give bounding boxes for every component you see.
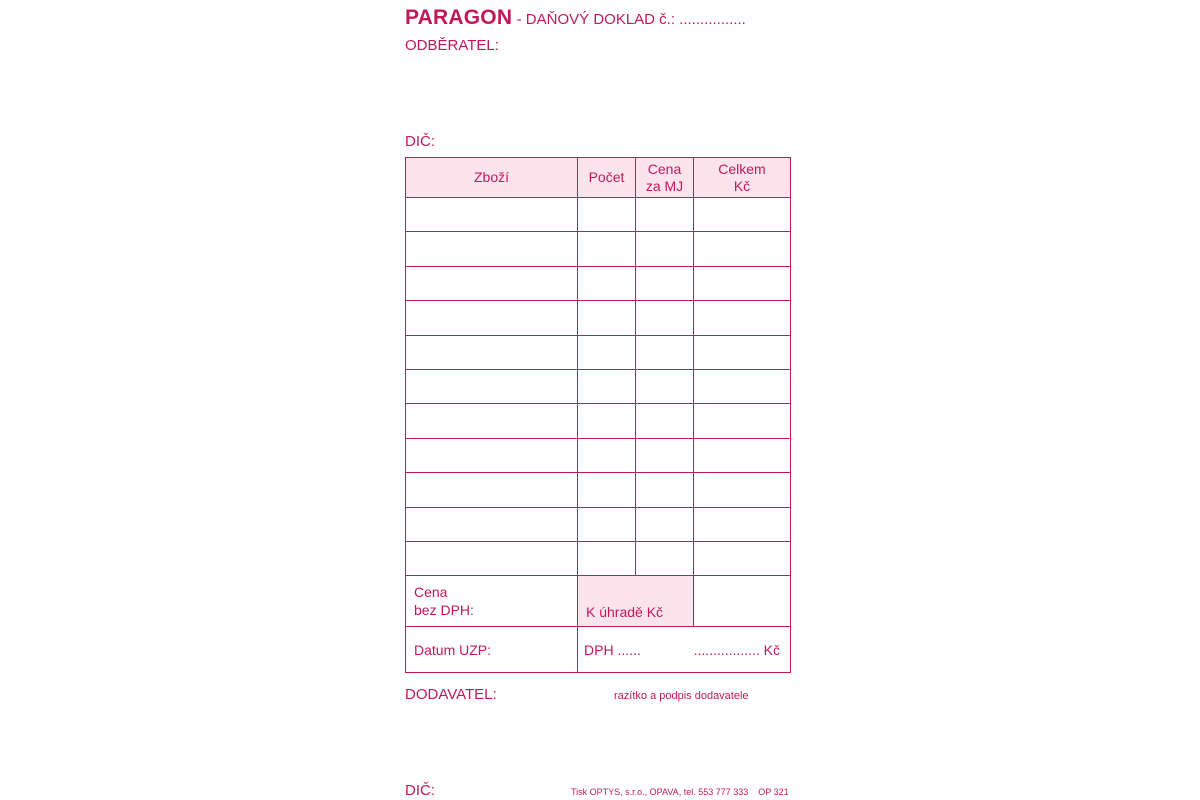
price-cell[interactable] [636,266,694,300]
date-row [406,627,791,673]
stamp-note: razítko a podpis dodavatele [614,690,749,702]
total-cell[interactable] [694,541,791,575]
buyer-dic-label: DIČ: [405,133,435,150]
count-cell[interactable] [578,369,636,403]
table-body [406,198,791,576]
total-cell[interactable] [694,198,791,232]
price-cell[interactable] [636,232,694,266]
items-table [405,157,791,673]
to-pay-cell: K úhradě Kč [578,576,694,627]
goods-cell[interactable] [406,266,578,300]
table-row [406,473,791,507]
title-subtitle: - DAŇOVÝ DOKLAD č.: ................ [516,11,746,28]
total-cell[interactable] [694,369,791,403]
vat-cell [578,627,791,673]
total-cell[interactable] [694,301,791,335]
goods-cell[interactable] [406,541,578,575]
vat-amount: ................. Kč [693,641,780,658]
price-no-vat-line1: Cena [414,584,448,601]
form-title [405,6,746,30]
price-cell[interactable] [636,198,694,232]
total-cell[interactable] [694,438,791,472]
printer-info: Tisk OPTYS, s.r.o., OPAVA, tel. 553 777 333 [571,787,749,797]
price-cell[interactable] [636,369,694,403]
col-price-line2: za MJ [645,177,684,194]
col-price-line1: Cena [647,160,682,177]
col-total-line2: Kč [733,177,751,194]
table-row [406,507,791,541]
col-total-line1: Celkem [718,160,766,177]
title-main: PARAGON [405,6,513,29]
goods-cell[interactable] [406,369,578,403]
supplier-label: DODAVATEL: [405,686,497,703]
count-cell[interactable] [578,473,636,507]
printer-note [571,787,789,797]
vat-label: DPH ...... [584,641,641,658]
to-pay-value-cell[interactable] [694,576,791,627]
table-row [406,438,791,472]
count-cell[interactable] [578,438,636,472]
col-count-header: Počet [578,158,636,198]
count-cell[interactable] [578,301,636,335]
price-cell[interactable] [636,473,694,507]
price-no-vat-line2: bez DPH: [414,602,474,619]
count-cell[interactable] [578,507,636,541]
goods-cell[interactable] [406,198,578,232]
count-cell[interactable] [578,198,636,232]
price-cell[interactable] [636,507,694,541]
price-no-vat-cell [406,576,578,627]
table-row [406,301,791,335]
supplier-dic-label: DIČ: [405,782,435,799]
goods-cell[interactable] [406,335,578,369]
total-cell[interactable] [694,473,791,507]
count-cell[interactable] [578,541,636,575]
price-cell[interactable] [636,301,694,335]
count-cell[interactable] [578,232,636,266]
price-cell[interactable] [636,541,694,575]
goods-cell[interactable] [406,301,578,335]
count-cell[interactable] [578,266,636,300]
table-row [406,404,791,438]
table-row [406,335,791,369]
col-goods-header: Zboží [406,158,578,198]
count-cell[interactable] [578,404,636,438]
table-row [406,541,791,575]
goods-cell[interactable] [406,473,578,507]
total-cell[interactable] [694,266,791,300]
goods-cell[interactable] [406,404,578,438]
table-header-row [406,158,791,198]
table-row [406,198,791,232]
table-row [406,232,791,266]
date-cell: Datum UZP: [406,627,578,673]
total-cell[interactable] [694,232,791,266]
goods-cell[interactable] [406,438,578,472]
goods-cell[interactable] [406,232,578,266]
buyer-label: ODBĚRATEL: [405,37,499,54]
price-cell[interactable] [636,438,694,472]
price-cell[interactable] [636,335,694,369]
goods-cell[interactable] [406,507,578,541]
total-cell[interactable] [694,335,791,369]
total-cell[interactable] [694,404,791,438]
summary-row [406,576,791,627]
count-cell[interactable] [578,335,636,369]
table-row [406,266,791,300]
table-row [406,369,791,403]
form-code: OP 321 [758,787,789,797]
col-price-header [636,158,694,198]
total-cell[interactable] [694,507,791,541]
col-total-header [694,158,791,198]
price-cell[interactable] [636,404,694,438]
